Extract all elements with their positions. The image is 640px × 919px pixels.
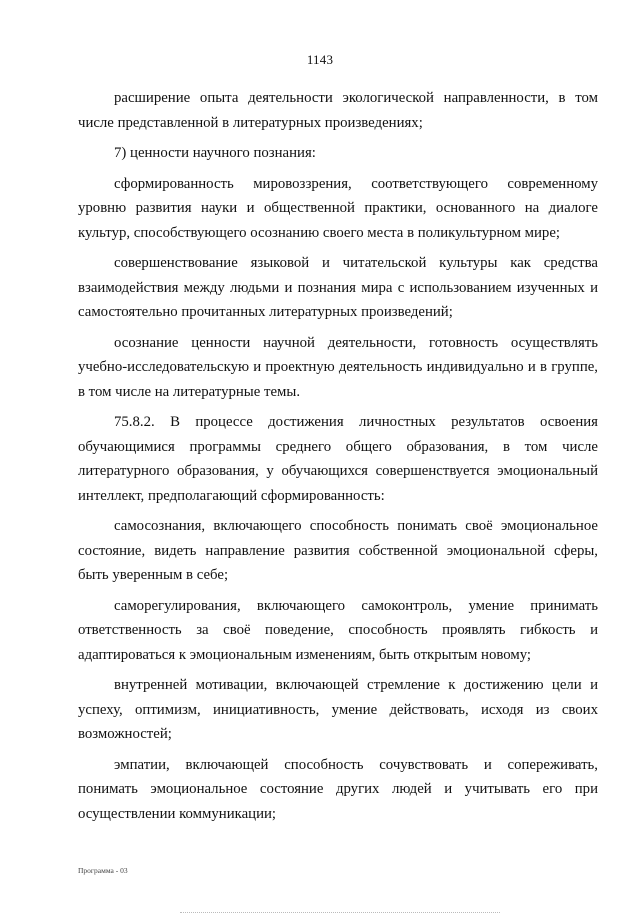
paragraph: сформированность мировоззрения, соответствующего современному уровню развития науки и общественной практики, основанного на диалоге культур, способствующего осознанию своего места в поликультурном мире; (78, 175, 598, 241)
paragraph: эмпатии, включающей способность сочувствовать и сопереживать, понимать эмоциональное состояние других людей и учитывать его при осуществлении коммуникации; (78, 756, 598, 822)
body-text (78, 86, 598, 826)
paragraph: 75.8.2. В процессе достижения личностных результатов освоения обучающимися программы среднего общего образования, в том числе литературного образования, у обучающихся совершенствуется эмоциональный интеллект, предполагающий сформированность: (78, 414, 598, 504)
paragraph: расширение опыта деятельности экологической направленности, в том числе представленной в литературных произведениях; (78, 90, 598, 131)
paragraph: осознание ценности научной деятельности, готовность осуществлять учебно-исследовательскую и проектную деятельность индивидуально и в группе, в том числе на литературные темы. (78, 334, 598, 400)
footer-note: Программа - 03 (78, 866, 128, 875)
paragraph: внутренней мотивации, включающей стремление к достижению цели и успеху, оптимизм, инициативность, умение действовать, исходя из своих возможностей; (78, 677, 598, 742)
scan-edge-mark (180, 912, 500, 913)
paragraph: совершенствование языковой и читательской культуры как средства взаимодействия между людьми и познания мира с использованием изученных и самостоятельно прочитанных литературных произведений; (78, 255, 598, 320)
section-heading: 7) ценности научного познания: (114, 145, 316, 161)
page-number: 1143 (306, 52, 334, 67)
paragraph: самосознания, включающего способность понимать своё эмоциональное состояние, видеть направление развития собственной эмоциональной сферы, быть уверенным в себе; (78, 518, 598, 583)
paragraph: саморегулирования, включающего самоконтроль, умение принимать ответственность за своё поведение, способность проявлять гибкость и адаптироваться к эмоциональным изменениям, быть открытым новому; (78, 597, 598, 663)
